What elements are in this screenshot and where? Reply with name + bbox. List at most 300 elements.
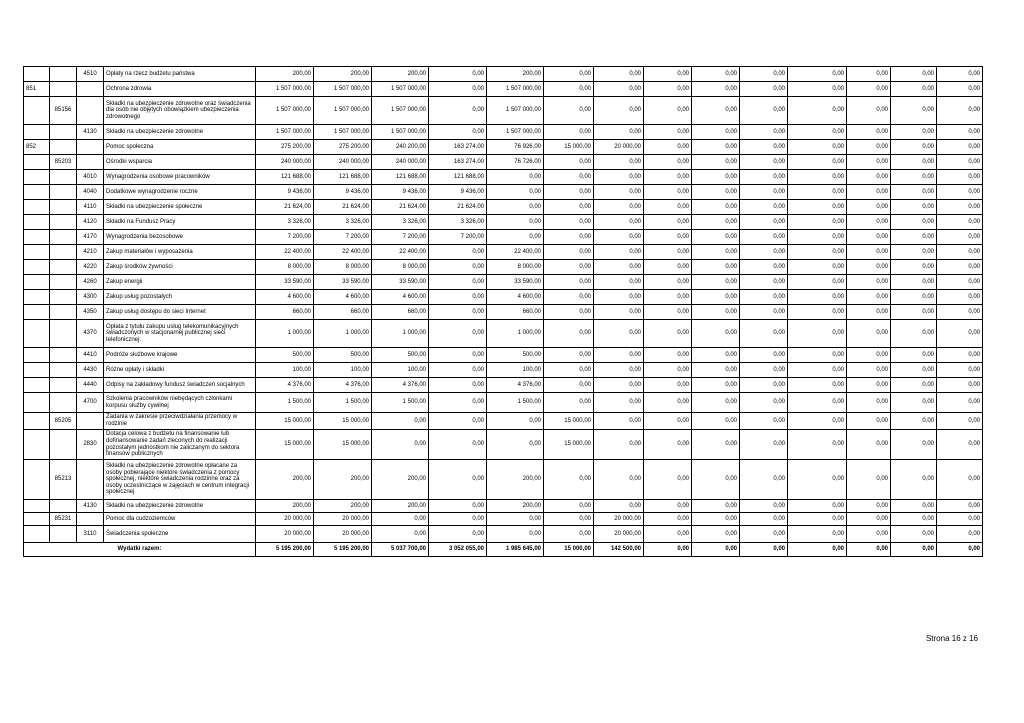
cell-value: 0,00 [891,260,937,275]
cell-dzial: 851 [24,82,50,97]
cell-value: 0,00 [544,245,594,260]
cell-value: 4 600,00 [372,290,429,305]
cell-dzial [24,215,50,230]
cell-value: 0,00 [847,200,891,215]
cell-value: 0,00 [788,170,847,185]
cell-value: 0,00 [429,320,487,348]
cell-value: 8 000,00 [256,260,314,275]
cell-value: 9 436,00 [372,185,429,200]
cell-value: 163 274,00 [429,140,487,155]
cell-paragraf: 4350 [77,305,104,320]
cell-value: 0,00 [788,67,847,82]
cell-value: 0,00 [594,430,644,460]
cell-dzial [24,97,50,125]
cell-value: 660,00 [314,305,372,320]
cell-value: 7 200,00 [314,230,372,245]
cell-nazwa: Zakup usług pozostałych [104,290,256,305]
cell-value: 0,00 [847,260,891,275]
cell-rozdzial [50,305,77,320]
cell-value: 100,00 [487,363,544,378]
cell-nazwa: Zakup energii [104,275,256,290]
cell-value: 76 926,00 [487,140,544,155]
cell-value: 21 624,00 [372,200,429,215]
cell-rozdzial: 85231 [50,513,77,526]
cell-value: 0,00 [429,526,487,543]
cell-value: 0,00 [788,430,847,460]
cell-value: 0,00 [544,200,594,215]
cell-value: 0,00 [644,305,692,320]
cell-value: 0,00 [847,215,891,230]
cell-value: 1 507 000,00 [372,82,429,97]
cell-value: 200,00 [372,460,429,500]
cell-rozdzial: 85205 [50,413,77,430]
cell-rozdzial [50,290,77,305]
cell-value: 500,00 [372,348,429,363]
cell-value: 0,00 [544,320,594,348]
cell-paragraf: 4440 [77,378,104,393]
cell-value: 0,00 [544,378,594,393]
table-row [24,260,983,275]
cell-value: 0,00 [487,185,544,200]
cell-value: 0,00 [644,97,692,125]
total-value: 0,00 [692,543,740,557]
cell-value: 15 000,00 [544,140,594,155]
cell-rozdzial [50,140,77,155]
total-value: 0,00 [937,543,983,557]
cell-value: 0,00 [692,230,740,245]
cell-value: 0,00 [644,413,692,430]
cell-value: 0,00 [937,500,983,513]
cell-value: 4 600,00 [314,290,372,305]
cell-value: 121 688,00 [256,170,314,185]
table-row [24,348,983,363]
cell-value: 0,00 [788,378,847,393]
cell-value: 0,00 [788,155,847,170]
cell-value: 4 376,00 [372,378,429,393]
cell-value: 0,00 [847,320,891,348]
table-row [24,185,983,200]
cell-value: 1 500,00 [256,393,314,413]
cell-dzial [24,393,50,413]
cell-value: 0,00 [544,125,594,140]
cell-value: 0,00 [937,513,983,526]
cell-value: 0,00 [740,430,788,460]
cell-value: 0,00 [937,125,983,140]
cell-value: 0,00 [891,413,937,430]
cell-value: 0,00 [847,305,891,320]
cell-value: 0,00 [891,348,937,363]
cell-value: 0,00 [594,413,644,430]
cell-value: 0,00 [891,140,937,155]
cell-value: 4 600,00 [487,290,544,305]
cell-paragraf: 4700 [77,393,104,413]
cell-value: 0,00 [487,513,544,526]
cell-dzial [24,200,50,215]
cell-value: 0,00 [692,200,740,215]
cell-paragraf: 4210 [77,245,104,260]
cell-value: 0,00 [372,430,429,460]
cell-value: 0,00 [644,275,692,290]
cell-value: 0,00 [487,170,544,185]
cell-rozdzial [50,230,77,245]
cell-rozdzial [50,430,77,460]
cell-nazwa: Szkolenia pracowników niebędących członkami korpusu służby cywilnej [104,393,256,413]
cell-value: 0,00 [937,363,983,378]
cell-value: 3 326,00 [314,215,372,230]
cell-dzial [24,67,50,82]
cell-value: 0,00 [788,393,847,413]
cell-dzial [24,320,50,348]
cell-value: 0,00 [594,185,644,200]
cell-value: 0,00 [644,245,692,260]
cell-value: 7 200,00 [256,230,314,245]
table-row [24,378,983,393]
cell-paragraf: 4370 [77,320,104,348]
cell-value: 15 000,00 [256,430,314,460]
cell-dzial [24,363,50,378]
cell-paragraf [77,97,104,125]
table-row [24,513,983,526]
cell-value: 1 000,00 [487,320,544,348]
cell-value: 20 000,00 [256,513,314,526]
cell-paragraf: 4510 [77,67,104,82]
page-number: Strona 16 z 16 [925,634,978,643]
cell-value: 200,00 [256,460,314,500]
cell-value: 0,00 [891,200,937,215]
cell-value: 240 000,00 [372,155,429,170]
cell-value: 0,00 [847,185,891,200]
cell-value: 0,00 [429,67,487,82]
cell-nazwa: Zakup usług dostępu do sieci Internet [104,305,256,320]
cell-value: 0,00 [692,140,740,155]
cell-value: 0,00 [429,305,487,320]
cell-value: 0,00 [937,378,983,393]
cell-value: 0,00 [788,460,847,500]
cell-value: 0,00 [937,320,983,348]
total-value: 0,00 [740,543,788,557]
cell-dzial [24,230,50,245]
cell-value: 0,00 [937,140,983,155]
cell-value: 0,00 [740,320,788,348]
cell-value: 0,00 [692,275,740,290]
cell-value: 4 376,00 [487,378,544,393]
cell-value: 0,00 [788,200,847,215]
cell-paragraf [77,460,104,500]
cell-value: 0,00 [937,305,983,320]
cell-value: 0,00 [847,460,891,500]
cell-value: 0,00 [788,526,847,543]
table-row [24,305,983,320]
total-value: 15 000,00 [544,543,594,557]
cell-value: 0,00 [429,393,487,413]
cell-value: 0,00 [594,460,644,500]
cell-value: 0,00 [740,290,788,305]
cell-value: 7 200,00 [429,230,487,245]
cell-value: 0,00 [644,67,692,82]
cell-value: 1 507 000,00 [372,125,429,140]
cell-value: 0,00 [644,348,692,363]
cell-value: 0,00 [429,125,487,140]
cell-value: 0,00 [692,378,740,393]
cell-value: 0,00 [891,363,937,378]
cell-value: 0,00 [937,245,983,260]
cell-value: 0,00 [788,290,847,305]
cell-value: 200,00 [256,67,314,82]
cell-rozdzial [50,200,77,215]
cell-value: 4 600,00 [256,290,314,305]
table-row [24,140,983,155]
cell-value: 0,00 [891,526,937,543]
cell-value: 0,00 [847,363,891,378]
cell-value: 20 000,00 [594,513,644,526]
cell-value: 0,00 [740,460,788,500]
cell-value: 0,00 [544,393,594,413]
cell-value: 0,00 [644,526,692,543]
cell-value: 33 590,00 [314,275,372,290]
cell-paragraf [77,82,104,97]
cell-rozdzial: 85213 [50,460,77,500]
cell-value: 1 507 000,00 [372,97,429,125]
cell-value: 0,00 [788,82,847,97]
cell-value: 0,00 [740,125,788,140]
cell-value: 0,00 [644,320,692,348]
cell-value: 0,00 [891,378,937,393]
cell-value: 0,00 [847,82,891,97]
cell-paragraf: 3110 [77,526,104,543]
cell-value: 0,00 [740,97,788,125]
cell-value: 0,00 [429,275,487,290]
cell-value: 0,00 [740,363,788,378]
cell-paragraf [77,513,104,526]
cell-dzial [24,348,50,363]
cell-value: 0,00 [594,125,644,140]
cell-value: 0,00 [644,82,692,97]
cell-rozdzial [50,82,77,97]
cell-value: 0,00 [692,348,740,363]
cell-rozdzial [50,67,77,82]
total-row [24,543,983,557]
cell-value: 0,00 [544,170,594,185]
table-row [24,500,983,513]
cell-value: 0,00 [487,526,544,543]
cell-value: 0,00 [788,513,847,526]
cell-dzial [24,170,50,185]
cell-value: 0,00 [740,260,788,275]
cell-dzial [24,513,50,526]
total-value: 142 500,00 [594,543,644,557]
cell-value: 0,00 [644,155,692,170]
cell-value: 0,00 [429,460,487,500]
cell-value: 0,00 [891,82,937,97]
cell-value: 0,00 [937,215,983,230]
cell-value: 1 500,00 [314,393,372,413]
cell-value: 21 624,00 [429,200,487,215]
cell-value: 15 000,00 [544,413,594,430]
cell-value: 0,00 [740,140,788,155]
total-value: 0,00 [847,543,891,557]
cell-value: 0,00 [740,200,788,215]
cell-value: 0,00 [788,215,847,230]
cell-value: 0,00 [847,500,891,513]
cell-value: 100,00 [256,363,314,378]
cell-value: 1 500,00 [487,393,544,413]
table-row [24,230,983,245]
cell-value: 200,00 [372,500,429,513]
cell-value: 0,00 [847,378,891,393]
cell-value: 0,00 [788,363,847,378]
cell-value: 0,00 [372,526,429,543]
cell-paragraf: 2830 [77,430,104,460]
cell-value: 0,00 [788,97,847,125]
cell-value: 1 507 000,00 [256,82,314,97]
cell-value: 0,00 [544,500,594,513]
cell-value: 0,00 [937,348,983,363]
cell-value: 0,00 [544,348,594,363]
table-row [24,215,983,230]
cell-value: 0,00 [891,500,937,513]
cell-dzial [24,430,50,460]
cell-value: 0,00 [692,260,740,275]
cell-value: 0,00 [644,513,692,526]
cell-value: 0,00 [544,230,594,245]
cell-value: 0,00 [692,290,740,305]
cell-value: 121 688,00 [429,170,487,185]
table-row [24,245,983,260]
cell-value: 0,00 [937,230,983,245]
cell-value: 0,00 [429,500,487,513]
cell-value: 275 200,00 [256,140,314,155]
cell-value: 100,00 [372,363,429,378]
cell-value: 0,00 [644,290,692,305]
cell-value: 660,00 [372,305,429,320]
cell-value: 0,00 [740,82,788,97]
cell-rozdzial [50,275,77,290]
cell-value: 0,00 [937,413,983,430]
cell-value: 0,00 [788,413,847,430]
cell-value: 0,00 [544,363,594,378]
cell-value: 0,00 [692,460,740,500]
cell-paragraf: 4170 [77,230,104,245]
cell-value: 0,00 [594,97,644,125]
cell-value: 0,00 [429,290,487,305]
cell-value: 0,00 [594,170,644,185]
cell-value: 0,00 [847,245,891,260]
cell-value: 0,00 [692,185,740,200]
cell-value: 240 200,00 [372,140,429,155]
cell-value: 0,00 [847,275,891,290]
cell-value: 200,00 [487,500,544,513]
cell-value: 0,00 [740,67,788,82]
cell-value: 0,00 [937,290,983,305]
cell-value: 0,00 [788,348,847,363]
cell-value: 0,00 [594,200,644,215]
cell-value: 0,00 [847,67,891,82]
table-row [24,393,983,413]
cell-value: 0,00 [594,275,644,290]
cell-rozdzial [50,500,77,513]
cell-value: 0,00 [937,430,983,460]
cell-rozdzial [50,393,77,413]
cell-value: 0,00 [937,260,983,275]
table-body [24,67,983,557]
cell-value: 200,00 [372,67,429,82]
cell-value: 0,00 [891,275,937,290]
cell-value: 0,00 [487,413,544,430]
cell-rozdzial [50,378,77,393]
cell-value: 0,00 [740,393,788,413]
cell-value: 0,00 [692,526,740,543]
cell-paragraf: 4410 [77,348,104,363]
cell-value: 0,00 [544,97,594,125]
cell-value: 0,00 [692,430,740,460]
cell-value: 0,00 [594,378,644,393]
table-row [24,155,983,170]
cell-value: 0,00 [740,348,788,363]
cell-value: 0,00 [692,97,740,125]
cell-value: 0,00 [847,430,891,460]
cell-value: 0,00 [788,230,847,245]
cell-value: 4 376,00 [256,378,314,393]
cell-value: 0,00 [891,170,937,185]
cell-value: 0,00 [594,260,644,275]
cell-dzial [24,155,50,170]
table-row [24,460,983,500]
cell-value: 200,00 [314,500,372,513]
cell-value: 200,00 [256,500,314,513]
cell-value: 0,00 [644,140,692,155]
cell-value: 15 000,00 [256,413,314,430]
cell-rozdzial [50,348,77,363]
cell-value: 21 624,00 [314,200,372,215]
cell-value: 0,00 [644,185,692,200]
cell-dzial [24,185,50,200]
cell-value: 1 000,00 [256,320,314,348]
cell-value: 0,00 [644,125,692,140]
cell-value: 0,00 [891,97,937,125]
cell-paragraf [77,140,104,155]
cell-value: 0,00 [544,260,594,275]
cell-nazwa: Ośrodki wsparcia [104,155,256,170]
cell-value: 1 507 000,00 [487,82,544,97]
cell-value: 275 200,00 [314,140,372,155]
cell-value: 240 000,00 [256,155,314,170]
cell-paragraf: 4110 [77,200,104,215]
cell-value: 0,00 [594,348,644,363]
cell-value: 0,00 [429,260,487,275]
cell-value: 0,00 [644,215,692,230]
cell-nazwa: Składki na Fundusz Pracy [104,215,256,230]
cell-value: 0,00 [692,67,740,82]
cell-value: 0,00 [891,305,937,320]
cell-value: 0,00 [740,215,788,230]
cell-value: 0,00 [788,275,847,290]
cell-value: 0,00 [692,245,740,260]
cell-value: 0,00 [644,378,692,393]
cell-value: 0,00 [937,200,983,215]
cell-value: 0,00 [740,378,788,393]
cell-value: 200,00 [314,67,372,82]
cell-value: 240 000,00 [314,155,372,170]
table-row [24,413,983,430]
cell-value: 0,00 [544,185,594,200]
cell-value: 0,00 [594,320,644,348]
cell-paragraf: 4300 [77,290,104,305]
cell-nazwa: Podróże służbowe krajowe [104,348,256,363]
cell-value: 0,00 [937,155,983,170]
cell-value: 0,00 [740,185,788,200]
table-row [24,97,983,125]
cell-rozdzial [50,526,77,543]
